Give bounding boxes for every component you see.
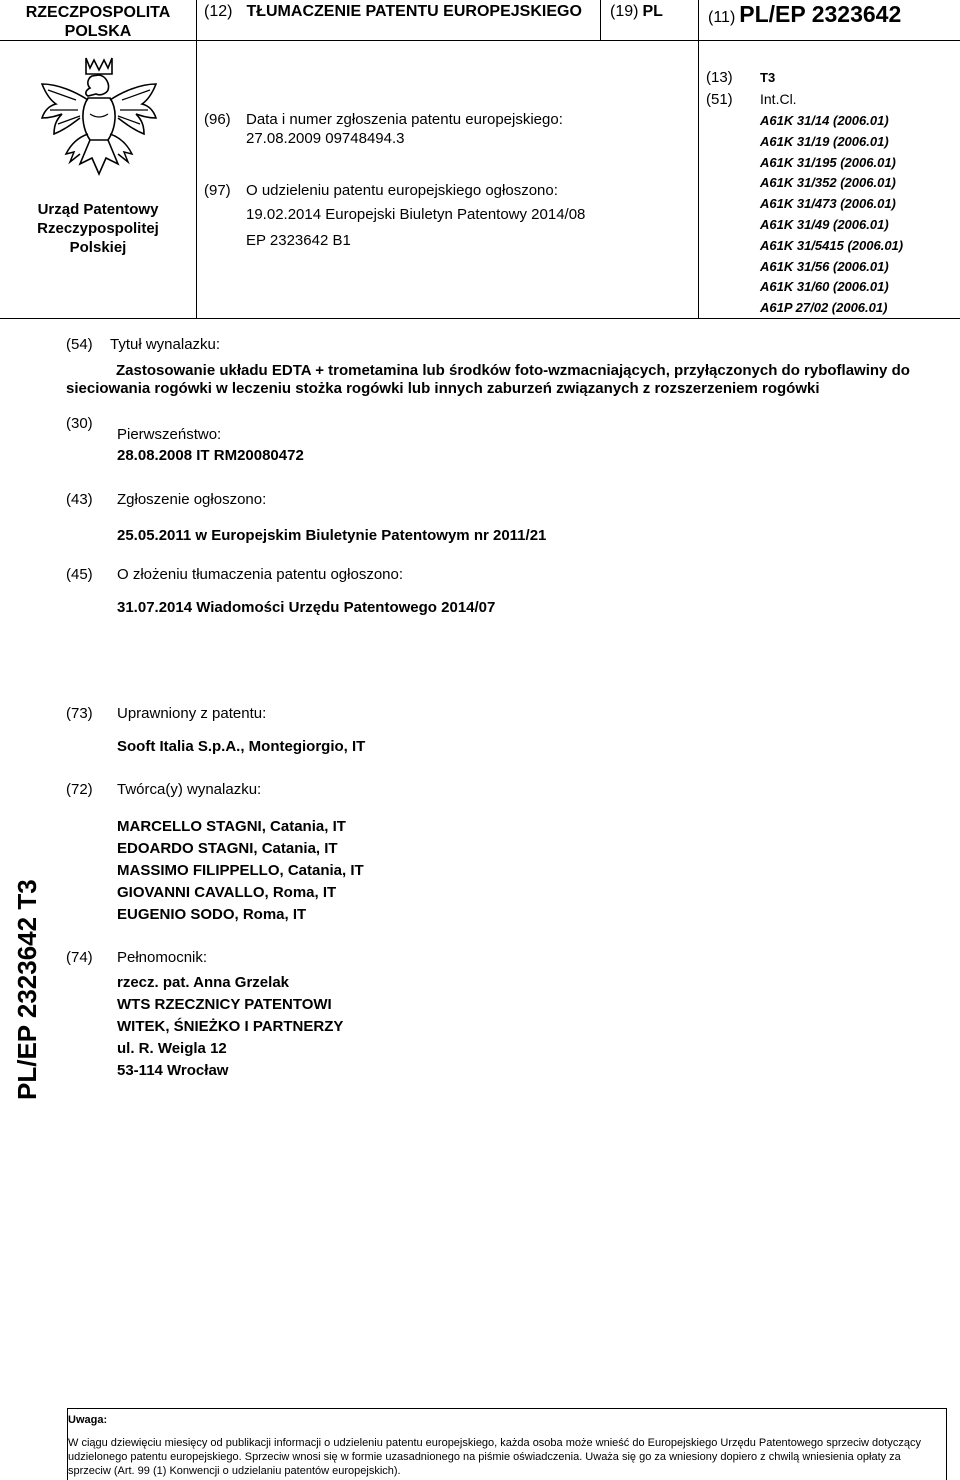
proprietor-value: Sooft Italia S.p.A., Montegiorgio, IT	[117, 738, 366, 755]
grant-label: O udzieleniu patentu europejskiego ogłoszono:	[246, 182, 558, 199]
side-patent-label: PL/EP 2323642 T3	[12, 879, 42, 1100]
ipc-item: A61P 27/02 (2006.01)	[760, 300, 888, 316]
title-code: (54)	[66, 336, 93, 353]
ipc-item: A61K 31/473 (2006.01)	[760, 196, 896, 212]
proprietor-label: Uprawniony z patentu:	[117, 705, 267, 722]
classification-code: (51)	[706, 91, 733, 108]
note-line1: W ciągu dziewięciu miesięcy od publikacji informacji o udzieleniu patentu europejskiego, każda osoba może wnieść do Europejskiego Urzędu Patentowego sprzeciw dotyczący	[68, 1437, 921, 1449]
grant-value: 19.02.2014 Europejski Biuletyn Patentowy 2014/08	[246, 206, 586, 223]
title-line1: Zastosowanie układu EDTA + trometamina lub środków foto-wzmacniających, przyłączonych do ryboflawiny do	[116, 362, 910, 379]
ipc-item: A61K 31/14 (2006.01)	[760, 113, 889, 128]
doc-type	[204, 3, 582, 21]
application-label: Data i numer zgłoszenia patentu europejskiego:	[246, 111, 563, 128]
attorney-address	[117, 972, 343, 1082]
attorney-line: WTS RZECZNICY PATENTOWI	[117, 996, 332, 1013]
inventors-label: Twórca(y) wynalazku:	[117, 781, 262, 798]
attorney-line: ul. R. Weigla 12	[117, 1040, 227, 1057]
note-line2: udzielonego patentu europejskiego. Sprzeciw wnosi się w formie uzasadnionego na piśmie oświadczenia. Uważa się go za wniesiony dopiero z chwilą wniesienia opłaty za	[68, 1451, 901, 1463]
country-code: PL	[642, 3, 663, 20]
ipc-item: A61K 31/19 (2006.01)	[760, 133, 889, 149]
inventor-name: MASSIMO FILIPPELLO, Catania, IT	[117, 862, 364, 879]
attorney-label: Pełnomocnik:	[117, 949, 208, 966]
kind-code: (13)	[706, 69, 733, 86]
patent-number-field	[708, 1, 901, 28]
patent-number: PL/EP 2323642	[739, 1, 902, 27]
attorney-line: rzecz. pat. Anna Grzelak	[117, 974, 290, 991]
published-code: (43)	[66, 491, 93, 508]
attorney-code: (74)	[66, 949, 93, 966]
translation-value: 31.07.2014 Wiadomości Urzędu Patentowego 2014/07	[117, 599, 496, 616]
inventor-name: GIOVANNI CAVALLO, Roma, IT	[117, 884, 337, 901]
proprietor-code: (73)	[66, 705, 93, 722]
header-divider-right	[698, 0, 699, 318]
published-value: 25.05.2011 w Europejskim Biuletynie Patentowym nr 2011/21	[117, 527, 547, 544]
ipc-list	[760, 111, 903, 319]
published-label: Zgłoszenie ogłoszono:	[117, 491, 267, 508]
ipc-item: A61K 31/5415 (2006.01)	[760, 237, 904, 253]
inventors-list	[117, 816, 364, 926]
doc-type-title: TŁUMACZENIE PATENTU EUROPEJSKIEGO	[246, 3, 582, 20]
ipc-item: A61K 31/49 (2006.01)	[760, 216, 889, 232]
translation-code: (45)	[66, 566, 93, 583]
translation-label: O złożeniu tłumaczenia patentu ogłoszono:	[117, 566, 404, 583]
ipc-item: A61K 31/60 (2006.01)	[760, 279, 889, 295]
country-code-code: (19)	[610, 3, 639, 20]
priority-code: (30)	[66, 415, 93, 432]
office-line3: Polskiej	[69, 239, 127, 256]
header-divider-left	[196, 0, 197, 318]
country-name	[0, 3, 196, 41]
ipc-item: A61K 31/352 (2006.01)	[760, 175, 896, 191]
country-line2: POLSKA	[64, 23, 132, 40]
country-code-field	[610, 3, 663, 21]
country-line1: RZECZPOSPOLITA	[25, 4, 171, 21]
priority-value: 28.08.2008 IT RM20080472	[117, 447, 304, 464]
application-value: 27.08.2009 09748494.3	[246, 130, 405, 147]
polish-eagle-emblem-icon	[36, 54, 162, 188]
inventor-name: MARCELLO STAGNI, Catania, IT	[117, 818, 346, 835]
office-line1: Urząd Patentowy	[37, 201, 159, 218]
doc-type-code: (12)	[204, 3, 233, 20]
patent-office-name	[0, 200, 196, 257]
attorney-line: 53-114 Wrocław	[117, 1062, 229, 1079]
application-code: (96)	[204, 111, 231, 128]
inventor-name: EDOARDO STAGNI, Catania, IT	[117, 840, 338, 857]
priority-label: Pierwszeństwo:	[117, 426, 222, 443]
title-line2: sieciowania rogówki w leczeniu stożka rogówki lub innych zaburzeń związanych z rozszerzeniem rogówki	[66, 380, 820, 397]
header-divider-19	[600, 0, 601, 40]
office-line2: Rzeczypospolitej	[37, 220, 159, 237]
ep-number: EP 2323642 B1	[246, 232, 351, 249]
title-label: Tytuł wynalazku:	[110, 336, 221, 353]
inventors-code: (72)	[66, 781, 93, 798]
grant-code: (97)	[204, 182, 231, 199]
note-title: Uwaga:	[68, 1414, 108, 1426]
classification-label: Int.Cl.	[760, 91, 797, 107]
attorney-line: WITEK, ŚNIEŻKO I PARTNERZY	[117, 1018, 344, 1035]
note-line3: sprzeciw (Art. 99 (1) Konwencji o udzielaniu patentów europejskich).	[68, 1465, 401, 1477]
ipc-item: A61K 31/195 (2006.01)	[760, 154, 896, 170]
inventor-name: EUGENIO SODO, Roma, IT	[117, 906, 307, 923]
patent-number-code: (11)	[708, 9, 736, 26]
ipc-item: A61K 31/56 (2006.01)	[760, 258, 889, 274]
kind-value: T3	[760, 70, 776, 85]
